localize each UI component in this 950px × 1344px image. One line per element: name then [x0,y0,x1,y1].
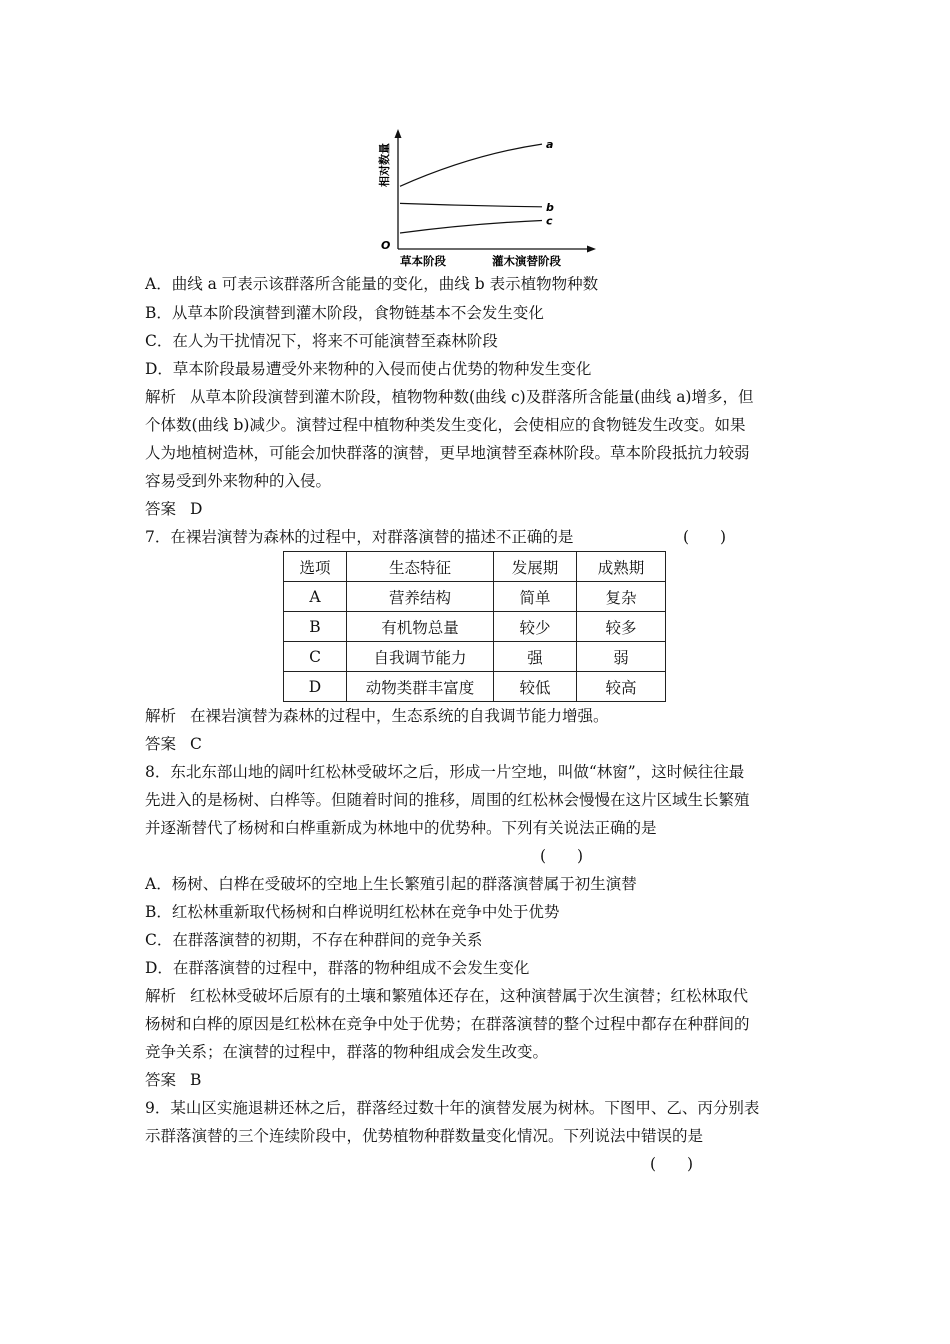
table-cell: 营养结构 [347,582,494,612]
q8-stem-line-2: 先进入的是杨树、白桦等。但随着时间的推移，周围的红松林会慢慢在这片区域生长繁殖 [145,791,750,809]
table-header-cell: 发展期 [494,552,577,582]
series-label-a: a [546,138,554,152]
answer-label: 答案 [145,500,177,518]
line-chart [360,125,600,270]
table-row [284,612,666,642]
q8-analysis-line-2: 杨树和白桦的原因是红松林在竞争中处于优势；在群落演替的整个过程中都存在种群间的 [145,1015,750,1033]
q7-answer [145,733,202,755]
table-cell: 强 [494,642,577,672]
q7-options-table [283,551,666,702]
table-row [284,642,666,672]
answer-value: B [190,1071,202,1089]
table-cell: 自我调节能力 [347,642,494,672]
table-cell: 较多 [577,612,666,642]
q6-option-a: A．曲线 a 可表示该群落所含能量的变化，曲线 b 表示植物物种数 [145,275,599,293]
q6-option-c: C．在人为干扰情况下，将来不可能演替至森林阶段 [145,332,498,350]
q8-option-d: D．在群落演替的过程中，群落的物种组成不会发生变化 [145,959,530,977]
series-line-a [400,144,542,186]
table-cell: 弱 [577,642,666,672]
q8-stem-line-1: 8．东北东部山地的阔叶红松林受破坏之后，形成一片空地，叫做“林窗”，这时候往往最 [145,763,745,781]
table-cell: 动物类群丰富度 [347,672,494,702]
table-cell: D [284,672,347,702]
q6-analysis-line-2: 个体数(曲线 b)减少。演替过程中植物种类发生变化，会使相应的食物链发生改变。如果 [145,416,746,434]
table-header-row [284,552,666,582]
table-header-cell: 选项 [284,552,347,582]
table-row [284,582,666,612]
table-header-cell: 成熟期 [577,552,666,582]
q6-answer [145,498,202,520]
answer-value: D [190,500,203,518]
analysis-text: 从草本阶段演替到灌木阶段，植物物种数(曲线 c)及群落所含能量(曲线 a)增多，但 [190,388,754,406]
q8-option-b: B．红松林重新取代杨树和白桦说明红松林在竞争中处于优势 [145,903,560,921]
q8-option-c: C．在群落演替的初期，不存在种群间的竞争关系 [145,931,483,949]
table-cell: 较低 [494,672,577,702]
q8-analysis-line-1 [145,985,748,1007]
table-cell: 较少 [494,612,577,642]
x-axis [398,246,596,253]
q7-stem: 7．在裸岩演替为森林的过程中，对群落演替的描述不正确的是 [145,528,574,546]
answer-label: 答案 [145,735,177,753]
table-cell: 复杂 [577,582,666,612]
table-cell: C [284,642,347,672]
origin-label: O [381,239,391,252]
table-header-cell: 生态特征 [347,552,494,582]
answer-label: 答案 [145,1071,177,1089]
table-cell: 简单 [494,582,577,612]
q8-answer [145,1069,201,1091]
series-line-b [400,203,542,206]
analysis-label: 解析 [145,707,177,725]
y-axis [395,129,402,249]
q9-answer-paren: ( ) [650,1155,694,1173]
q8-analysis-line-3: 竞争关系；在演替的过程中，群落的物种组成会发生改变。 [145,1043,549,1061]
series-line-c [400,221,542,234]
analysis-label: 解析 [145,388,177,406]
table-row [284,672,666,702]
q6-analysis-line-1 [145,386,753,408]
table-cell: B [284,612,347,642]
q6-analysis-line-3: 人为地植树造林，可能会加快群落的演替，更早地演替至森林阶段。草本阶段抵抗力较弱 [145,444,750,462]
q8-stem-line-3: 并逐渐替代了杨树和白桦重新成为林地中的优势种。下列有关说法正确的是 [145,819,657,837]
x-tick-label-end: 灌木演替阶段 [492,254,561,268]
q9-stem-line-1: 9．某山区实施退耕还林之后，群落经过数十年的演替发展为树林。下图甲、乙、丙分别表 [145,1099,760,1117]
table-cell: A [284,582,347,612]
analysis-label: 解析 [145,987,177,1005]
answer-value: C [190,735,202,753]
q6-option-b: B．从草本阶段演替到灌木阶段，食物链基本不会发生变化 [145,304,544,322]
table-cell: 较高 [577,672,666,702]
analysis-text: 在裸岩演替为森林的过程中，生态系统的自我调节能力增强。 [190,707,609,725]
q9-stem-line-2: 示群落演替的三个连续阶段中，优势植物种群数量变化情况。下列说法中错误的是 [145,1127,704,1145]
series-label-b: b [546,200,554,214]
analysis-text: 红松林受破坏后原有的土壤和繁殖体还存在，这种演替属于次生演替；红松林取代 [190,987,749,1005]
series-label-c: c [546,214,553,228]
q6-analysis-line-4: 容易受到外来物种的入侵。 [145,472,332,490]
q6-option-d: D．草本阶段最易遭受外来物种的入侵而使占优势的物种发生变化 [145,360,592,378]
y-axis-label: 相对数量 [378,143,391,187]
q8-answer-paren: ( ) [540,847,584,865]
q7-analysis [145,705,609,727]
x-tick-label-start: 草本阶段 [400,254,446,268]
table-cell: 有机物总量 [347,612,494,642]
q7-answer-paren: ( ) [683,528,727,546]
q8-option-a: A．杨树、白桦在受破坏的空地上生长繁殖引起的群落演替属于初生演替 [145,875,637,893]
